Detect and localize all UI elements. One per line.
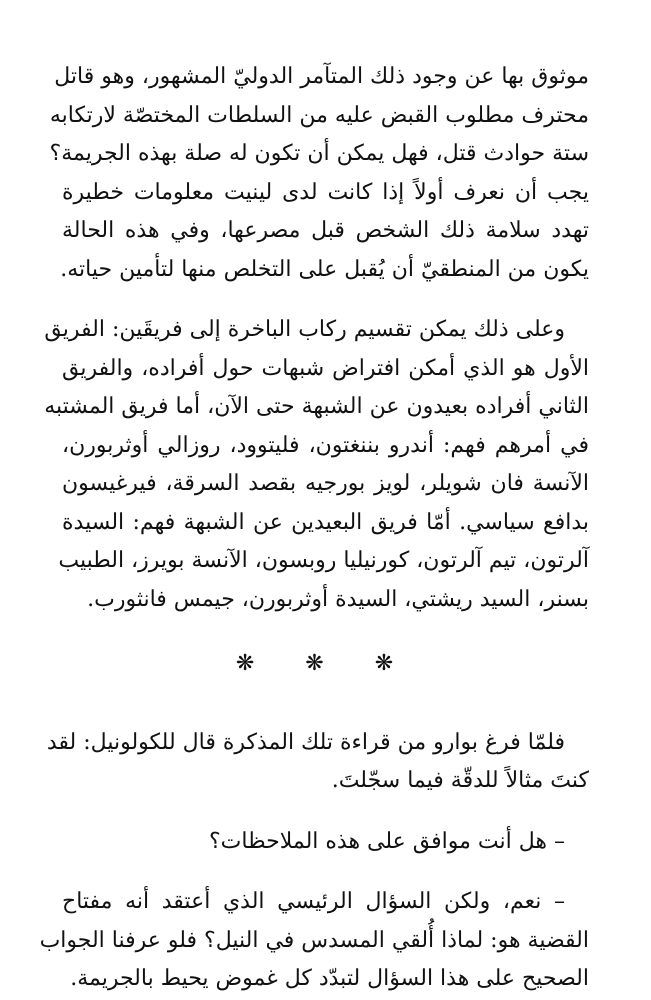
- text-line: يكون من المنطقيّ أن يُقبل على التخلص منها لتأمين حياته.: [60, 256, 589, 282]
- text-line: موثوق بها عن وجود ذلك المتآمر الدوليّ المشهور، وهو قاتل: [54, 64, 589, 89]
- text-line: فلمّا فرغ بوارو من قراءة تلك المذكرة قال للكولونيل: لقد: [46, 729, 565, 755]
- text-line: يجب أن نعرف أولاً إذا كانت لدى لينيت معلومات خطيرة: [62, 179, 589, 205]
- paragraph-1: [49, 58, 589, 289]
- text-line: آلرتون، تيم آلرتون، كورنيليا روبسون، الآنسة بويرز، الطبيب: [58, 548, 589, 573]
- paragraph-3: [46, 724, 589, 801]
- text-line: تهدد سلامة ذلك الشخص قبل مصرعها، وفي هذه الحالة: [62, 218, 589, 243]
- text-line: – هل أنت موافق على هذه الملاحظات؟: [208, 828, 565, 854]
- dialogue-question: [62, 823, 589, 862]
- text-line: الصحيح على هذا السؤال لتبدّد كل غموض يحيط بالجريمة.: [70, 966, 589, 991]
- text-line: – نعم، ولكن السؤال الرئيسي الذي أعتقد أنه مفتاح: [62, 889, 565, 914]
- text-line: الآنسة فان شويلر، لويز بورجيه بقصد السرقة، فيرغيسون: [62, 471, 589, 496]
- text-line: الأول هو الذي أمكن افتراض شبهات حول أفراده، والفريق: [62, 355, 589, 381]
- text-line: محترف مطلوب القبض عليه من السلطات المختصّة لارتكابه: [49, 102, 589, 128]
- text-line: كنتَ مثالاً للدقّة فيما سجّلتَ.: [331, 768, 589, 793]
- text-line: بسنر، السيد ريشتي، السيدة أوثربورن، جيمس فانثورب.: [87, 586, 589, 612]
- text-line: بدافع سياسي. أمّا فريق البعيدين عن الشبهة فهم: السيدة: [62, 509, 589, 535]
- text-line: وعلى ذلك يمكن تقسيم ركاب الباخرة إلى فريقَين: الفريق: [44, 317, 565, 342]
- dialogue-answer: [39, 883, 589, 999]
- paragraph-2: [44, 311, 589, 619]
- text-line: الثاني أفراده بعيدون عن الشبهة حتى الآن، أما فريق المشتبه: [44, 394, 589, 419]
- text-line: ستة حوادث قتل، فهل يمكن أن تكون له صلة بهذه الجريمة؟: [49, 141, 589, 166]
- text-line: القضية هو: لماذا أُلقي المسدس في النيل؟ فلو عرفنا الجواب: [39, 927, 589, 953]
- text-line: في أمرهم فهم: أندرو بننغتون، فليتوود، روزالي أوثربورن،: [62, 432, 589, 458]
- section-separator: ❋ ❋ ❋: [235, 651, 416, 676]
